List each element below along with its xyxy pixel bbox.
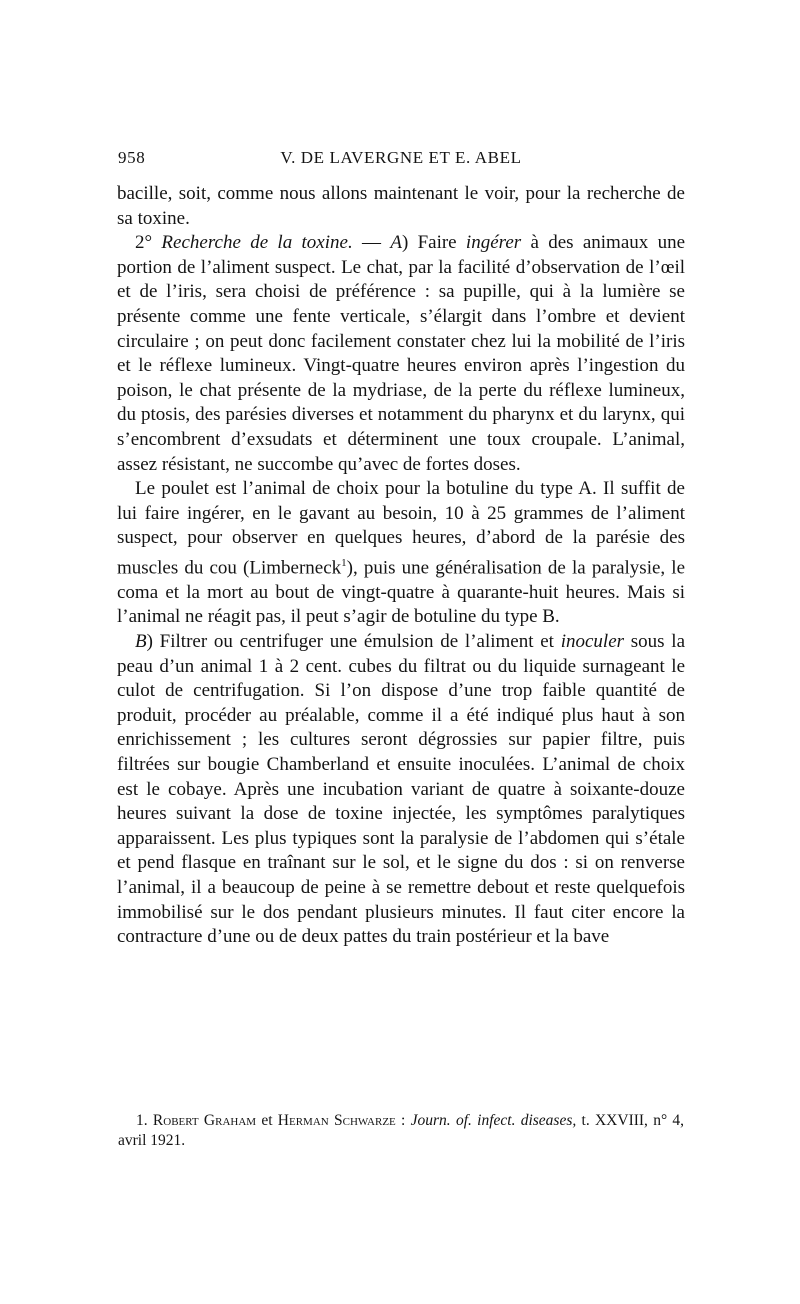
footnote-details: t. XXVIII, n° 4, avril 1921. bbox=[118, 1112, 685, 1149]
paragraph-2-text: à des animaux une portion de l’aliment suspect. Le chat, par la facilité d’observation de l’œil et de l’iris, sera choisi de préférence : sa pupille, qui à la lumière se présente comme une fente verticale, s’élargit dans l’ombre et devient circulaire ; on peut donc facilement constater chez lui la mobilité de l’iris et le réflexe lumineux. Vingt-quatre heures environ après l’ingestion du poison, le chat présente de la mydriase, de la perte du réflexe lumineux, du ptosis, des parésies diverses et notamment du pharynx et du larynx, qui s’encombrent d’exsudats et déterminent une toux croupale. L’animal, assez résistant, ne succombe qu’avec de fortes doses. bbox=[117, 232, 686, 475]
footnote-journal: Journ. of. infect. diseases, bbox=[410, 1112, 577, 1129]
footnote bbox=[118, 1111, 684, 1151]
paragraph-4-lead: ) Filtrer ou centrifuger une émulsion de l’aliment et bbox=[146, 631, 561, 653]
footnote-author-1: Robert Graham bbox=[152, 1112, 257, 1129]
body-text bbox=[117, 182, 685, 950]
footnote-1 bbox=[118, 1111, 684, 1151]
heading-dash: — bbox=[352, 232, 391, 254]
section-heading: Recherche de la toxine. bbox=[161, 232, 353, 254]
section-number: 2° bbox=[135, 232, 153, 254]
paragraph-3-text-b: ), puis une généralisation de la paralysie, le coma et la mort au bout de vingt-quatre à quarante-huit heures. Mais si l’animal ne réagit pas, il peut s’agir de botuline du type B. bbox=[117, 557, 686, 628]
emphasis-ingerer: ingérer bbox=[465, 232, 522, 254]
paragraph-1 bbox=[117, 182, 685, 231]
page-header bbox=[118, 148, 684, 172]
subsection-letter-a: A bbox=[390, 232, 402, 254]
running-title: V. DE LAVERGNE ET E. ABEL bbox=[280, 148, 522, 167]
paragraph-1-text: bacille, soit, comme nous allons maintenant le voir, pour la recherche de sa toxine. bbox=[117, 183, 685, 229]
footnote-conjunction: et bbox=[256, 1112, 278, 1129]
footnote-author-2: Herman Schwarze bbox=[277, 1112, 396, 1129]
page-number: 958 bbox=[118, 148, 146, 167]
footnote-ref: 1 bbox=[341, 556, 347, 569]
paragraph-2 bbox=[117, 231, 685, 477]
subsection-letter-b: B bbox=[135, 631, 147, 653]
paragraph-4 bbox=[117, 630, 685, 950]
footnote-separator: : bbox=[395, 1112, 411, 1129]
emphasis-inoculer: inoculer bbox=[560, 631, 625, 653]
paragraph-2-lead: ) Faire bbox=[401, 232, 466, 254]
paragraph-3-text-a: Le poulet est l’animal de choix pour la botuline du type A. Il suffit de lui faire ingérer, en le gavant au besoin, 10 à 25 grammes de l’aliment suspect, pour observer en quelques heures, d’abord de la parésie des muscles du cou (Limberneck bbox=[117, 478, 685, 579]
paragraph-4-text: sous la peau d’un animal 1 à 2 cent. cubes du filtrat ou du liquide surnageant le culot de centrifugation. Si l’on dispose d’une trop faible quantité de produit, procéder au préalable, comme il a été indiqué plus haut à son enrichissement ; les cultures seront dégrossies sur papier filtre, puis filtrées sur bougie Chamberland et ensuite inoculées. L’animal de choix est le cobaye. Après une incubation variant de quatre à soixante-douze heures suivant la dose de toxine injectée, les symptômes paralytiques apparaissent. Les plus typiques sont la paralysie de l’abdomen qui s’étale et pend flasque en traînant sur le sol, et le signe du dos : si on renverse l’animal, il a beaucoup de peine à se remettre debout et reste quelquefois immobilisé sur le dos pendant plusieurs minutes. Il faut citer encore la contracture d’une ou de deux pattes du train postérieur et la bave bbox=[117, 631, 685, 948]
footnote-number: 1. bbox=[136, 1112, 148, 1129]
paragraph-3 bbox=[117, 477, 685, 630]
